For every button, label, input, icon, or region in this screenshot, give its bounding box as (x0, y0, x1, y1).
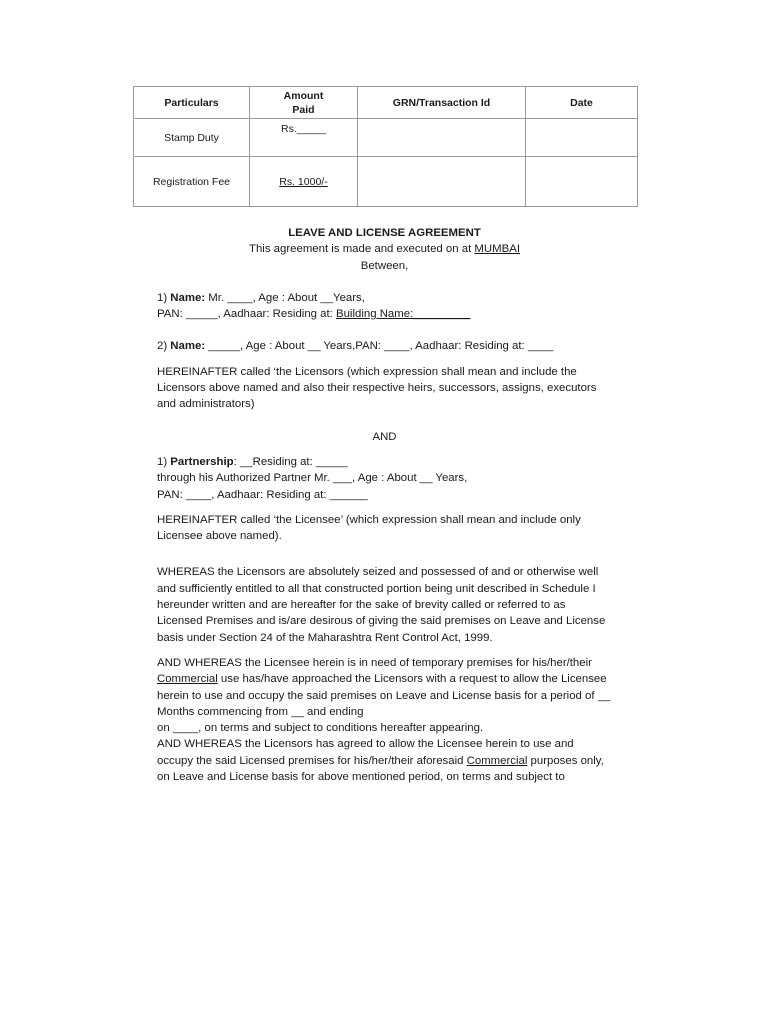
whereas-paragraph-2-end: on ____, on terms and subject to conditions hereafter appearing. (157, 722, 484, 735)
cell-date (526, 157, 638, 207)
licensee-label: Partnership (170, 455, 234, 468)
agreement-intro (157, 241, 612, 257)
licensor-1-line-1 (157, 290, 612, 306)
licensor-1-number: 1) (157, 291, 171, 304)
header-grn: GRN/Transaction Id (358, 87, 526, 119)
intro-text: This agreement is made and executed on at (249, 243, 475, 256)
and-separator: AND (372, 430, 397, 443)
between-text: Between, (360, 259, 409, 272)
licensee-line-1 (157, 454, 612, 470)
whereas-paragraph-2 (157, 655, 612, 720)
licensee-residing: : __Residing at: _____ (233, 455, 348, 468)
cell-grn (358, 119, 526, 157)
whereas-2-text-b: use has/have approached the Licensors with a request to allow the Licensee herein to use and occupy the said premises on Leave and License basis for a period of __ Months commencing from __ and ending (157, 673, 611, 718)
header-amount-paid: Amount Paid (250, 87, 358, 119)
licensee-line-3: PAN: ____, Aadhaar: Residing at: ______ (157, 488, 368, 501)
whereas-paragraph-3 (157, 736, 612, 785)
cell-date (526, 119, 638, 157)
agreement-title: LEAVE AND LICENSE AGREEMENT (288, 227, 481, 239)
licensor-1-pan: PAN: _____, Aadhaar: Residing at: (157, 308, 336, 321)
licensors-clause: HEREINAFTER called ‘the Licensors (which expression shall mean and include the Licensors above named and also their respective heirs, successors, assigns, executors and administrators) (157, 365, 597, 411)
header-particulars: Particulars (134, 87, 250, 119)
licensor-1-details: Mr. ____, Age : About __Years, (205, 291, 365, 304)
whereas-3-commercial: Commercial (466, 754, 528, 767)
cell-particular: Registration Fee (134, 157, 250, 207)
licensor-1-line-2 (157, 306, 612, 322)
licensee-number: 1) (157, 455, 171, 468)
licensor-2-line (157, 338, 612, 354)
cell-grn (358, 157, 526, 207)
whereas-3-text-a: AND WHEREAS the Licensors has agreed to allow the Licensee herein to use and occupy the said Licensed premises for his/her/their aforesaid (157, 738, 574, 767)
licensor-1-label: Name: (170, 291, 206, 304)
cell-particular: Stamp Duty (134, 119, 250, 157)
cell-amount: Rs._____ (250, 119, 358, 157)
licensee-line-2: through his Authorized Partner Mr. ___, Age : About __ Years, (157, 472, 468, 485)
table-row (134, 157, 638, 207)
intro-place: MUMBAI (474, 243, 520, 256)
table-row (134, 119, 638, 157)
whereas-3-text-b: purposes only, on Leave and License basis for above mentioned period, on terms and subject to (157, 754, 604, 784)
header-date: Date (526, 87, 638, 119)
licensee-clause: HEREINAFTER called ‘the Licensee’ (which expression shall mean and include only Licensee above named). (157, 513, 581, 543)
whereas-2-text-a: AND WHEREAS the Licensee herein is in need of temporary premises for his/her/their (157, 656, 592, 669)
licensor-1-building: Building Name:_________ (336, 308, 471, 321)
agreement-body (157, 225, 612, 785)
licensor-2-number: 2) (157, 340, 171, 353)
licensor-2-details: _____, Age : About __ Years,PAN: ____, Aadhaar: Residing at: ____ (205, 340, 554, 353)
licensor-2-label: Name: (170, 340, 206, 353)
whereas-paragraph-1: WHEREAS the Licensors are absolutely seized and possessed of and or otherwise well and sufficiently entitled to all that constructed portion being unit described in Schedule I hereunder written and are hereafter for the sake of brevity called or referred to as Licensed Premises and is/are desirous of giving the said premises on Leave and License basis under Section 24 of the Maharashtra Rent Control Act, 1999. (157, 566, 606, 644)
whereas-2-commercial: Commercial (157, 673, 218, 686)
table-header-row (134, 87, 638, 119)
cell-amount: Rs. 1000/- (250, 157, 358, 207)
fee-table (133, 86, 638, 207)
